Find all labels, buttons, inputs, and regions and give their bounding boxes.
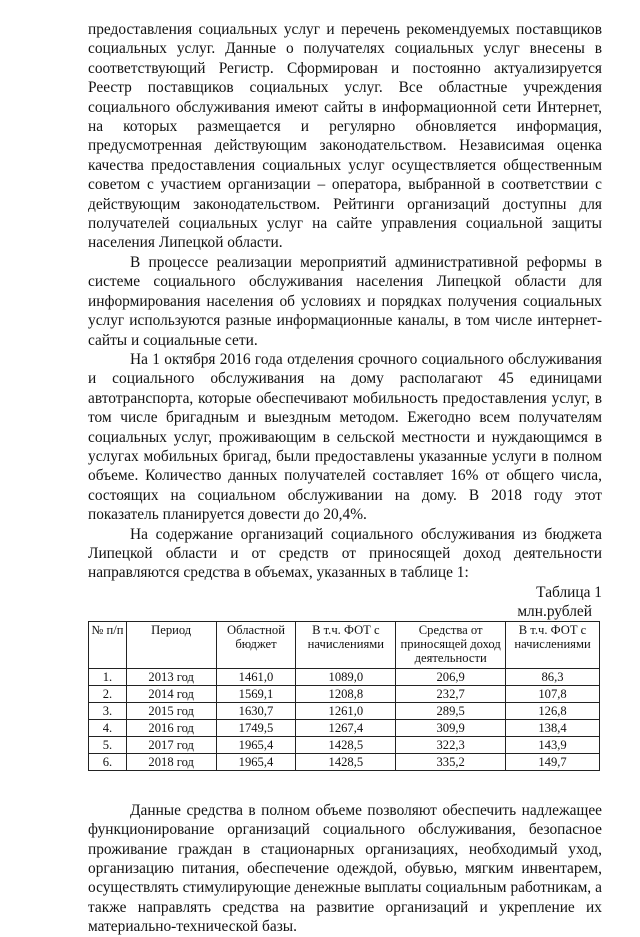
cell-income-activities: 232,7 (396, 685, 506, 702)
paragraph-funding-intro: На содержание организаций социального обслуживания из бюджета Липецкой области и от средств от приносящей доход деятельности направляются средства в объемах, указанных в таблице 1: (88, 525, 602, 582)
cell-payroll-budget: 1428,5 (296, 753, 396, 770)
paragraph-admin-reform: В процессе реализации мероприятий административной реформы в системе социального обслуживания населения Липецкой области для информирования населения об условиях и порядках получения социальных услуг используются разные информационные каналы, в том числе интернет-сайты и социальные сети. (88, 253, 602, 349)
cell-period: 2014 год (126, 685, 216, 702)
cell-period: 2017 год (126, 736, 216, 753)
cell-income-activities: 206,9 (396, 668, 506, 685)
table-row (89, 753, 600, 770)
header-period: Период (126, 621, 216, 668)
cell-regional-budget: 1965,4 (216, 736, 296, 753)
cell-payroll-budget: 1261,0 (296, 702, 396, 719)
cell-payroll-income: 107,8 (506, 685, 600, 702)
cell-number: 5. (89, 736, 127, 753)
table-row (89, 668, 600, 685)
cell-number: 6. (89, 753, 127, 770)
header-regional-budget: Областной бюджет (216, 621, 296, 668)
table-caption: Таблица 1 (536, 583, 602, 601)
cell-payroll-income: 126,8 (506, 702, 600, 719)
cell-regional-budget: 1569,1 (216, 685, 296, 702)
cell-payroll-budget: 1267,4 (296, 719, 396, 736)
cell-regional-budget: 1461,0 (216, 668, 296, 685)
cell-payroll-income: 149,7 (506, 753, 600, 770)
cell-payroll-budget: 1428,5 (296, 736, 396, 753)
table-row (89, 736, 600, 753)
cell-number: 3. (89, 702, 127, 719)
cell-number: 2. (89, 685, 127, 702)
cell-period: 2015 год (126, 702, 216, 719)
cell-income-activities: 322,3 (396, 736, 506, 753)
header-income-activities: Средства от приносящей доход деятельности (396, 621, 506, 668)
cell-payroll-income: 86,3 (506, 668, 600, 685)
table-row (89, 685, 600, 702)
cell-number: 1. (89, 668, 127, 685)
cell-period: 2016 год (126, 719, 216, 736)
table-header-row (89, 621, 600, 668)
cell-number: 4. (89, 719, 127, 736)
cell-income-activities: 335,2 (396, 753, 506, 770)
cell-regional-budget: 1749,5 (216, 719, 296, 736)
cell-period: 2018 год (126, 753, 216, 770)
cell-payroll-budget: 1208,8 (296, 685, 396, 702)
paragraph-social-services-info: предоставления социальных услуг и перечень рекомендуемых поставщиков социальных услуг. Данные о получателях социальных услуг внесены в соответствующий Регистр. Сформирован и постоянно актуализируется Реестр поставщиков социальных услуг. Все областные учреждения социального обслуживания имеют сайты в информационной сети Интернет, на которых размещается и регулярно обновляется информация, предусмотренная действующим законодательством. Независимая оценка качества предоставления социальных услуг осуществляется общественным советом с участием организации – оператора, выбранной в соответствии с действующим законодательством. Рейтинги организаций доступны для получателей социальных услуг на сайте управления социальной защиты населения Липецкой области. (88, 21, 602, 252)
table-units: млн.рублей (517, 602, 592, 620)
cell-regional-budget: 1630,7 (216, 702, 296, 719)
header-payroll-income: В т.ч. ФОТ с начислениями (506, 621, 600, 668)
table-row (89, 702, 600, 719)
cell-payroll-budget: 1089,0 (296, 668, 396, 685)
cell-income-activities: 289,5 (396, 702, 506, 719)
cell-income-activities: 309,9 (396, 719, 506, 736)
cell-payroll-income: 143,9 (506, 736, 600, 753)
funding-table (88, 621, 600, 771)
cell-regional-budget: 1965,4 (216, 753, 296, 770)
cell-payroll-income: 138,4 (506, 719, 600, 736)
header-number: № п/п (89, 621, 127, 668)
cell-period: 2013 год (126, 668, 216, 685)
header-payroll-budget: В т.ч. ФОТ с начислениями (296, 621, 396, 668)
paragraph-funds-usage: Данные средства в полном объеме позволяют обеспечить надлежащее функционирование организаций социального обслуживания, безопасное проживание граждан в стационарных организациях, необходимый уход, организацию питания, обеспечение одеждой, обувью, мягким инвентарем, осуществлять стимулирующие денежные выплаты социальным работникам, а также направлять средства на развитие организаций и укрепление их материально-технической базы. (88, 801, 602, 936)
paragraph-mobile-brigades: На 1 октября 2016 года отделения срочного социального обслуживания и социального обслуживания на дому располагают 45 единицами автотранспорта, которые обеспечивают мобильность предоставления услуг, в том числе бригадным и выездным методом. Ежегодно всем получателям социальных услуг, проживающим в сельской местности и нуждающимся в услугах мобильных бригад, были предоставлены указанные услуги в полном объеме. Количество данных получателей составляет 16% от общего числа, состоящих на социальном обслуживании на дому. В 2018 году этот показатель планируется довести до 20,4%. (88, 350, 602, 524)
table-row (89, 719, 600, 736)
